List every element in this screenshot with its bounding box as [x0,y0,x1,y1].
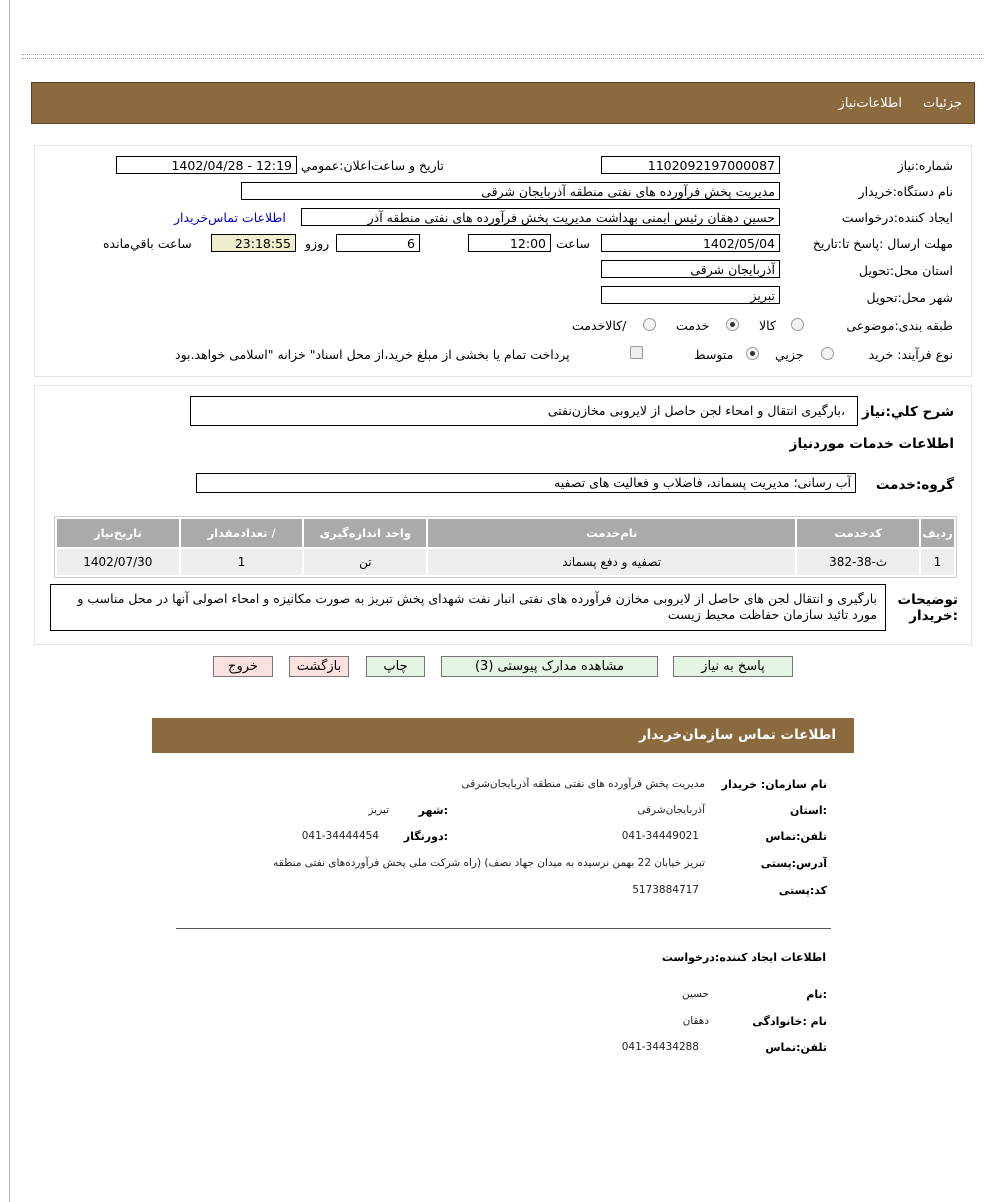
contact-phone-label: تلفن:تماس [765,830,827,843]
org-label: نام سازمان: خریدار [721,778,827,791]
buyer-label: نام دستگاه:خریدار [858,184,953,199]
address-label: آدرس:پستی [760,857,827,870]
process-medium-radio[interactable] [746,347,759,360]
frame-border [9,0,10,1202]
need-number-label: شماره:نیاز [897,158,953,173]
cell-service-code: ث-38-382 [797,549,919,575]
exit-button[interactable]: خروج [213,656,273,677]
creator-phone-label: تلفن:تماس [765,1041,827,1054]
process-label: نوع فرآیند: خرید [868,347,953,362]
contact-fax-label: :دورنگار [403,830,448,843]
process-medium-label: متوسط [694,347,734,362]
cell-service-name: تصفیه و دفع پسماند [428,549,795,575]
contact-city-value: تبریز [368,804,389,816]
announce-label: تاریخ و ساعت‌اعلان:عمومي [301,158,444,173]
creator-field: حسین دهقان رئیس ایمنی بهداشت مدیریت پخش فرآورده های نفتی منطقه آذر [301,208,780,226]
category-service-radio[interactable] [726,318,739,331]
contact-city-label: :شهر [418,804,448,817]
buyer-field: مدیریت پخش فرآورده های نفتی منطقه آذربایجان شرقی [241,182,780,200]
remaining-time-field: 23:18:55 [211,234,296,252]
contact-fax-value: 041-34444454 [301,830,379,842]
divider [22,58,984,59]
reply-button[interactable]: پاسخ به نیاز [673,656,793,677]
view-attachments-button[interactable]: مشاهده مدارک پیوستی (3) [441,656,658,677]
province-field: آذربایجان شرقی [601,260,780,278]
contact-phone-value: 041-34449021 [621,830,699,842]
creator-family-value: دهقان [682,1015,709,1027]
postal-code-value: 5173884717 [632,884,699,896]
description-label: شرح کلي:نیاز [862,404,954,420]
divider [22,54,984,55]
cell-need-date: 1402/07/30 [57,549,179,575]
city-label: شهر محل:تحویل [866,290,953,305]
service-group-field: آب رسانی؛ مدیریت پسماند، فاضلاب و فعالیت های تصفیه [196,473,856,493]
buyer-contact-header [152,718,854,753]
category-both-radio[interactable] [643,318,656,331]
process-minor-label: جزیي [775,347,804,362]
description-field: ،بارگیری انتقال و امحاء لجن حاصل از لایروبی مخازن‌نفتی [190,396,858,426]
creator-family-label: نام :خانوادگی [752,1015,827,1028]
cell-unit: تن [304,549,426,575]
province-label: استان محل:تحویل [858,263,953,278]
deadline-label: مهلت ارسال :پاسخ تا:تاریخ [812,236,953,251]
buyer-notes-label: توضیحات :خریدار [897,592,958,624]
tab-details[interactable]: جزئيات [923,96,962,111]
creator-name-value: حسین [681,988,709,1000]
org-value: مدیریت پخش فرآورده های نفتی منطقه آذربایجان‌شرقی [461,778,705,790]
creator-name-label: :نام [806,988,827,1001]
need-info-panel [34,145,972,377]
cell-quantity: 1 [181,549,303,575]
postal-code-label: کد:پستی [778,884,827,897]
col-service-code: کدخدمت [797,519,919,547]
col-service-name: نام‌خدمت [428,519,795,547]
tab-need-info[interactable]: اطلاعات‌نیاز [838,96,902,111]
deadline-time-label: ساعت [556,236,591,251]
need-number-field: 1102092197000087 [601,156,780,174]
process-minor-radio[interactable] [821,347,834,360]
creator-info-title: اطلاعات ایجاد کننده:درخواست [661,951,826,964]
days-label: روزو [305,236,330,251]
section-divider [176,928,831,929]
category-goods-label: کالا [759,318,776,333]
city-field: تبریز [601,286,780,304]
cell-row: 1 [921,549,954,575]
creator-phone-value: 041-34434288 [621,1041,699,1053]
days-field: 6 [336,234,420,252]
announce-date-field: 1402/04/28 - 12:19 [116,156,297,174]
deadline-time-field: 12:00 [468,234,551,252]
address-value: تبریز خیابان 22 بهمن نرسیده به میدان جهاد نصف) (راه شرکت ملی پخش فرآورده‌های نفتی منطقه [273,857,705,869]
deadline-date-field: 1402/05/04 [601,234,780,252]
remaining-label: ساعت باقي‌مانده [103,236,192,251]
print-button[interactable]: چاپ [366,656,425,677]
category-goods-radio[interactable] [791,318,804,331]
treasury-payment-checkbox[interactable] [630,346,643,359]
buyer-notes-field: بارگیری و انتقال لجن های حاصل از لایروبی مخازن فرآورده های نفتی انبار نفت شهدای پخش تبریز به صورت مکانیزه و امحاء اصولی آنها در محل مناسب و مورد تائید سازمان حفاظت محیط زیست [50,584,886,631]
col-quantity: / تعدادمقدار [181,519,303,547]
category-both-label: /کالاخدمت [572,318,627,333]
contact-province-value: آذربایجان‌شرقی [637,804,705,816]
category-service-label: خدمت [676,318,710,333]
details-header [31,82,975,124]
service-group-label: گروه:خدمت [875,477,954,493]
contact-province-label: :استان [790,804,827,817]
treasury-payment-note: پرداخت تمام یا بخشی از مبلغ خرید،از محل اسناد" خزانه "اسلامی خواهد.بود [175,347,570,362]
back-button[interactable]: بازگشت [289,656,349,677]
buyer-contact-link[interactable]: اطلاعات تماس‌خریدار [174,210,286,225]
services-table [54,516,957,578]
category-label: طبقه بندی:موضوعی [846,318,953,333]
col-unit: واحد اندازه‌گیری [304,519,426,547]
creator-label: ایجاد کننده:درخواست [841,210,953,225]
table-row [57,549,954,575]
services-heading: اطلاعات خدمات موردنیاز [789,436,954,452]
col-need-date: تاریخ‌نیاز [57,519,179,547]
buyer-contact-title: اطلاعات تماس سازمان‌خریدار [638,727,836,743]
col-row: ردیف [921,519,954,547]
